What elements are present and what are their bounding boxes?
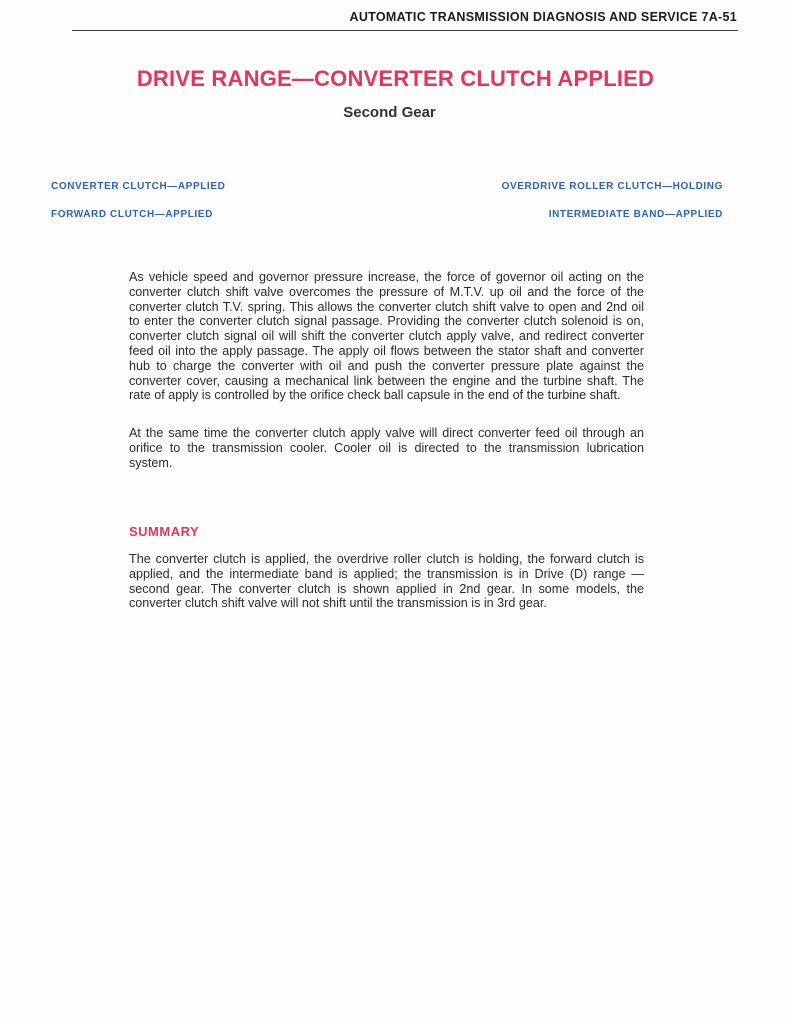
running-header: AUTOMATIC TRANSMISSION DIAGNOSIS AND SERVICE 7A-51 — [349, 10, 737, 24]
summary-heading: SUMMARY — [129, 524, 200, 539]
body-paragraph-1: As vehicle speed and governor pressure increase, the force of governor oil acting on the converter clutch shift valve overcomes the pressure of M.T.V. up oil and the force of the converter clutch T.V. spring. This allows the converter clutch shift valve to open and 2nd oil to enter the converter clutch signal passage. Providing the converter clutch solenoid is on, converter clutch signal oil will shift the converter clutch apply valve, and redirect converter feed oil into the apply passage. The apply oil flows between the stator shaft and converter hub to charge the converter with oil and push the converter pressure plate against the converter cover, causing a mechanical link between the engine and the turbine shaft. The rate of apply is controlled by the orifice check ball capsule in the end of the turbine shaft. — [129, 270, 644, 403]
header-rule — [72, 30, 738, 31]
summary-paragraph: The converter clutch is applied, the overdrive roller clutch is holding, the forward clutch is applied, and the intermediate band is applied; the transmission is in Drive (D) range — second gear. The converter clutch is shown applied in 2nd gear. In some models, the converter clutch shift valve will not shift until the transmission is in 3rd gear. — [129, 552, 644, 611]
status-converter-clutch: CONVERTER CLUTCH—APPLIED — [51, 181, 226, 192]
body-paragraph-2: At the same time the converter clutch apply valve will direct converter feed oil through an orifice to the transmission cooler. Cooler oil is directed to the transmission lubrication system. — [129, 426, 644, 470]
status-overdrive-roller-clutch: OVERDRIVE ROLLER CLUTCH—HOLDING — [501, 181, 723, 192]
status-intermediate-band: INTERMEDIATE BAND—APPLIED — [548, 209, 723, 220]
page-title: DRIVE RANGE—CONVERTER CLUTCH APPLIED — [136, 66, 655, 91]
page-subtitle: Second Gear — [343, 104, 436, 121]
status-forward-clutch: FORWARD CLUTCH—APPLIED — [51, 209, 213, 220]
